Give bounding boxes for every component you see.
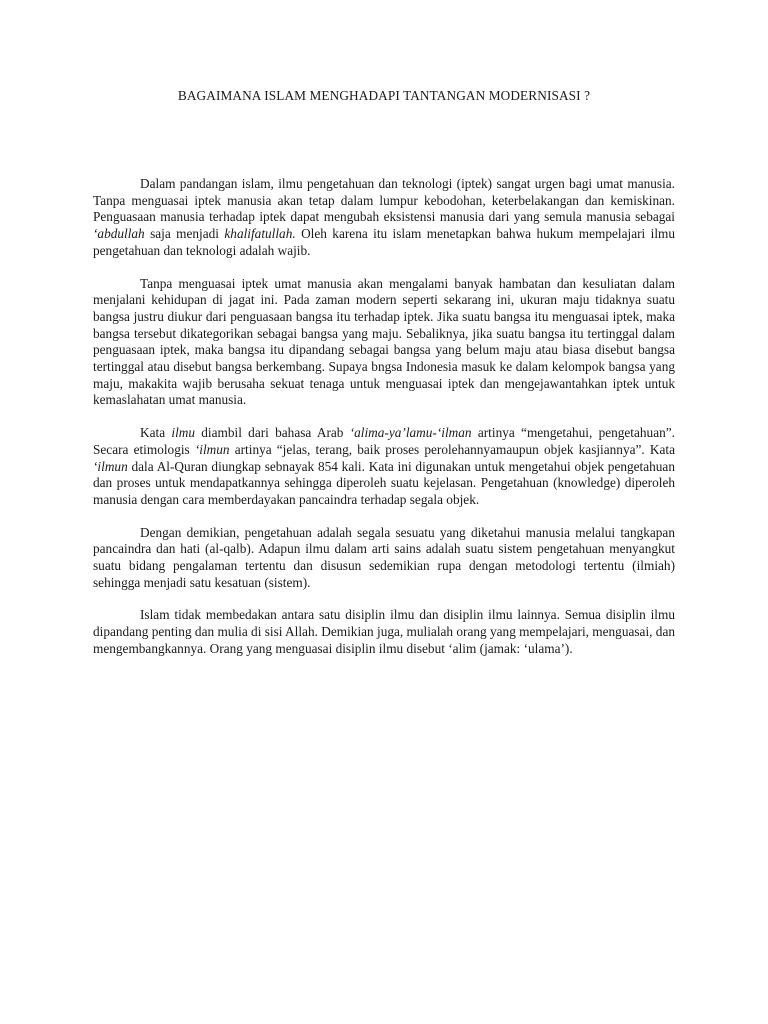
text-run: Kata [140, 425, 172, 441]
text-run: Islam tidak membedakan antara satu disiplin ilmu dan disiplin ilmu lainnya. Semua disiplin ilmu dipandang penting dan mulia di sisi Allah. Demikian juga, mulialah orang yang mempelajari, menguasai, dan mengembangkannya. Orang yang menguasai disiplin ilmu disebut ‘alim (jamak: ‘ulama’). [93, 607, 675, 656]
italic-term: ‘abdullah [93, 226, 145, 242]
italic-term: ‘alima-ya’lamu-‘ilman [349, 425, 472, 441]
text-run: Dengan demikian, pengetahuan adalah segala sesuatu yang diketahui manusia melalui tangkapan pancaindra dan hati (al-qalb). Adapun ilmu dalam arti sains adalah suatu sistem pengetahuan menyangkut suatu bidang pengalaman tertentu dan disusun sedemikian rupa dengan metodologi tertentu (ilmiah) sehingga menjadi satu kesatuan (sistem). [93, 524, 675, 590]
text-run: Dalam pandangan islam, ilmu pengetahuan dan teknologi (iptek) sangat urgen bagi umat manusia. Tanpa menguasai iptek manusia akan tetap dalam lumpur kebodohan, keterbelakangan dan kemiskinan. Penguasaan manusia terhadap iptek dapat mengubah eksistensi manusia dari yang semula manusia sebagai [93, 176, 675, 225]
document-title: BAGAIMANA ISLAM MENGHADAPI TANTANGAN MODERNISASI ? [177, 88, 591, 103]
text-run: Tanpa menguasai iptek umat manusia akan mengalami banyak hambatan dan kesuliatan dalam menjalani kehidupan di jagat ini. Pada zaman modern seperti sekarang ini, ukuran maju tidaknya suatu bangsa justru diukur dari penguasaan bangsa itu terhadap iptek. Jika suatu bangsa itu menguasai iptek, maka bangsa tersebut dikategorikan sebagai bangsa yang maju. Sebaliknya, jika suatu bangsa itu tertinggal dalam penguasaan iptek, maka bangsa itu dipandang sebagai bangsa yang belum maju atau biasa disebut bangsa tertinggal atau disebut bangsa berkembang. Supaya bngsa Indonesia masuk ke dalam kelompok bangsa yang maju, makakita wajib berusaha sekuat tenaga untuk menguasai iptek dan mengejawantahkan iptek untuk kemaslahatan umat manusia. [93, 275, 675, 408]
text-run: artinya “mengetahui, pengetahuan”. Secara etimologis [93, 425, 675, 457]
text-run: artinya “jelas, terang, baik proses perolehannyamaupun objek kasjiannya”. Kata [229, 441, 675, 457]
paragraph-1 [93, 176, 675, 260]
paragraph-3 [93, 425, 675, 509]
document-body [93, 176, 675, 674]
text-run: Oleh karena itu islam menetapkan bahwa hukum mempelajari ilmu pengetahuan dan teknologi adalah wajib. [93, 226, 675, 258]
italic-term: ilmu [171, 425, 196, 441]
paragraph-5 [93, 607, 675, 657]
text-run: diambil dari bahasa Arab [195, 425, 350, 441]
paragraph-4 [93, 525, 675, 592]
paragraph-2 [93, 276, 675, 410]
italic-term: ‘ilmun [194, 441, 230, 457]
italic-term: ‘ilmun [93, 458, 128, 474]
italic-term: khalifatullah. [224, 226, 296, 242]
text-run: dala Al-Quran diungkap sebnayak 854 kali. Kata ini digunakan untuk mengetahui objek pengetahuan dan proses untuk mendapatkannya sehingga diperoleh suatu kejelasan. Pengetahuan (knowledge) diperoleh manusia dengan cara memberdayakan pancaindra terhadap segala objek. [93, 458, 675, 507]
text-run: saja menjadi [144, 226, 225, 242]
